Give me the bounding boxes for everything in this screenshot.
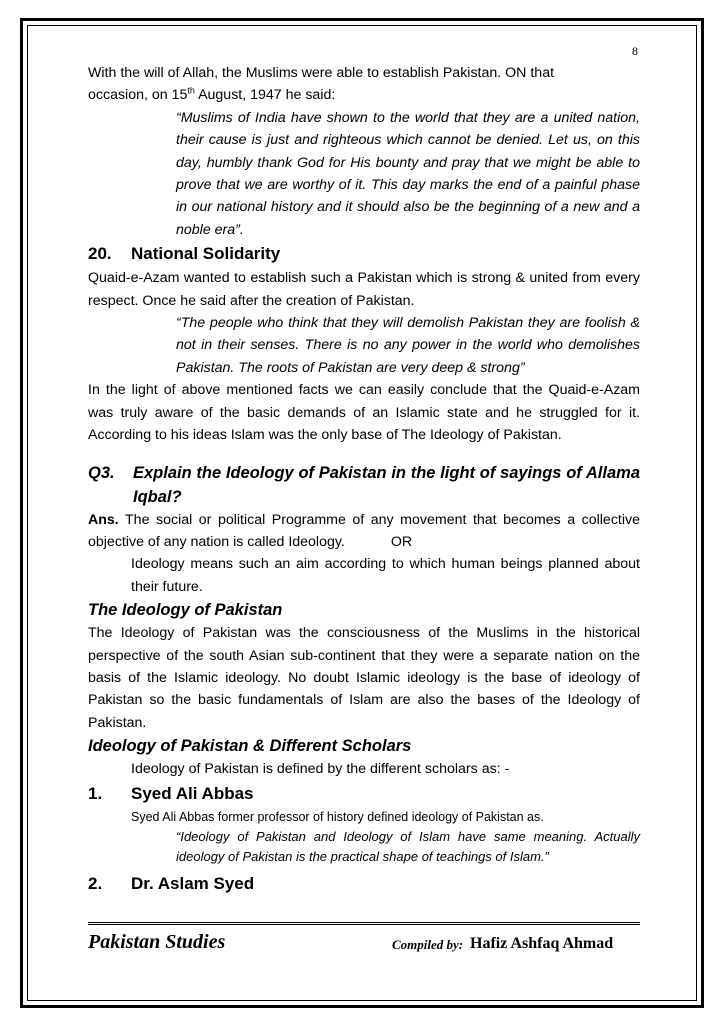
footer-author: Hafiz Ashfaq Ahmad: [470, 935, 614, 952]
intro-line-1: With the will of Allah, the Muslims were able to establish Pakistan. ON that: [88, 65, 555, 81]
footer-title: Pakistan Studies: [88, 931, 226, 953]
scholars-heading: Ideology of Pakistan & Different Scholars: [88, 737, 412, 756]
scholar-2-heading: [88, 871, 640, 897]
scholar-1-title: Syed Ali Abbas: [131, 783, 254, 803]
section-20-para-2: In the light of above mentioned facts we can easily conclude that the Quaid-e-Azam was truly aware of the basic demands of an Islamic state and he struggled for it. According to his ideas Islam was the only base of The Ideology of Pakistan.: [88, 382, 640, 444]
intro-quote: “Muslims of India have shown to the world that they are a united nation, their cause is just and righteous which cannot be denied. Let us, on this day, humbly thank God for His bounty and pray that we might be able to prove that we are worthy of it. This day marks the end of a painful phase in our national history and it should also be the beginning of a new and a noble era”.: [176, 109, 640, 238]
answer-or: OR: [390, 533, 413, 550]
scholar-1-heading: [88, 781, 640, 807]
ideology-para: The Ideology of Pakistan was the consciousness of the Muslims in the historical perspective of the south Asian sub-continent that they were a separate nation on the basis of the Islamic ideology. No doubt Islamic ideology is the base of ideology of Pakistan so the basic fundamentals of Islam are also the bases of the Ideology of Pakistan.: [88, 625, 640, 731]
section-20-quote: “The people who think that they will demolish Pakistan they are foolish & not in their senses. There is no any power in the world who demolishes Pakistan. The roots of Pakistan are very deep & strong”: [176, 315, 640, 376]
footer-rule-top: [88, 922, 640, 923]
section-20-para-1: Quaid-e-Azam wanted to establish such a Pakistan which is strong & united from every respect. Once he said after the creation of Pakistan.: [88, 270, 640, 309]
scholar-2-number: 2.: [88, 873, 103, 893]
footer-rule-bottom: [88, 924, 640, 925]
scholar-1-number: 1.: [88, 783, 103, 803]
scholar-2-title: Dr. Aslam Syed: [131, 873, 255, 893]
answer-label: Ans.: [88, 511, 119, 528]
page-content: [88, 62, 640, 897]
answer-para-1: [88, 509, 640, 554]
scholar-1-desc: Syed Ali Abbas former professor of history defined ideology of Pakistan as.: [131, 809, 544, 824]
section-20-heading: [88, 241, 640, 267]
intro-line-2-post: August, 1947 he said:: [194, 87, 336, 104]
answer-para-2: Ideology means such an aim according to which human beings planned about their future.: [131, 556, 640, 595]
intro-line-2: [88, 84, 640, 106]
answer-text: The social or political Programme of any movement that becomes a collective objective of any nation is called Ideology.: [88, 511, 640, 550]
page-number: 8: [632, 44, 638, 58]
intro-line-2-pre: occasion, on 15: [88, 87, 188, 104]
scholars-intro: Ideology of Pakistan is defined by the different scholars as: -: [131, 761, 510, 778]
question-3-text: Explain the Ideology of Pakistan in the light of sayings of Allama Iqbal?: [133, 463, 640, 506]
section-20-title: National Solidarity: [131, 244, 281, 264]
question-3-number: Q3.: [88, 463, 115, 482]
intro-line-2-sup: th: [187, 85, 195, 96]
question-3-heading: [88, 461, 640, 509]
ideology-heading: The Ideology of Pakistan: [88, 601, 283, 620]
footer-compiled-label: Compiled by:: [392, 937, 464, 952]
section-20-number: 20.: [88, 244, 112, 264]
scholar-1-quote: “Ideology of Pakistan and Ideology of Islam have same meaning. Actually ideology of Pakistan is the practical shape of teachings of Islam.”: [176, 828, 640, 864]
